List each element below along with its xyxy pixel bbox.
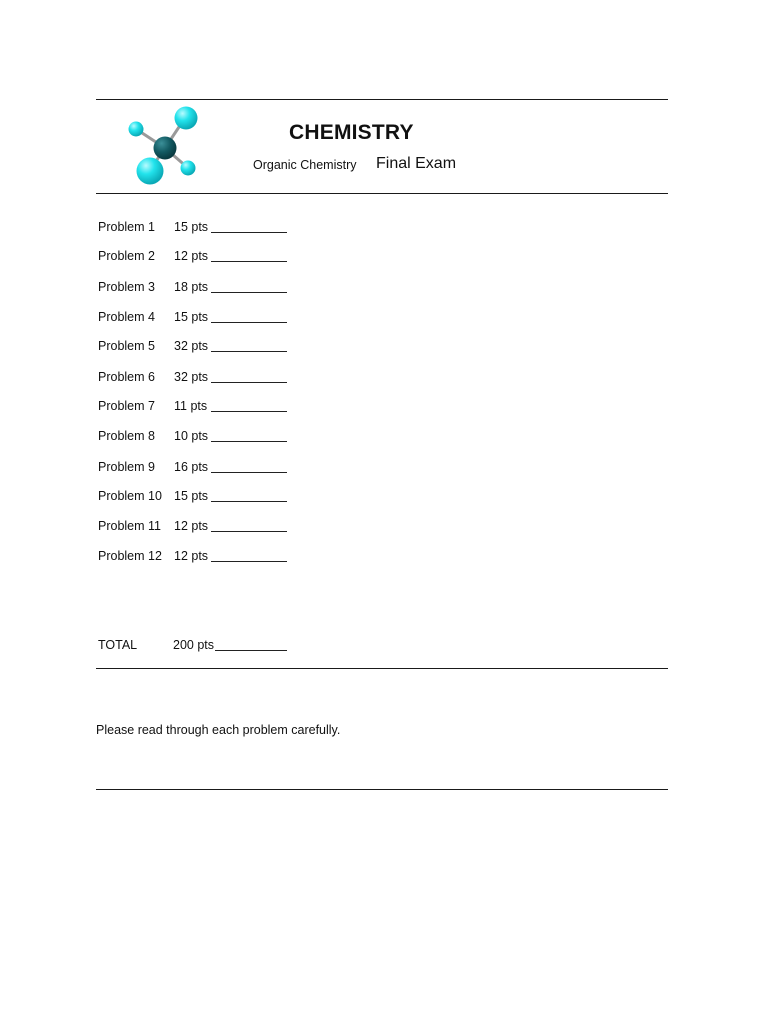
score-blank[interactable] — [211, 261, 287, 262]
problem-label: Problem 11 — [98, 519, 161, 533]
total-score-blank[interactable] — [215, 650, 287, 651]
problem-label: Problem 10 — [98, 489, 162, 503]
score-blank[interactable] — [211, 292, 287, 293]
total-label: TOTAL — [98, 638, 138, 652]
problem-points: 32 pts — [174, 339, 209, 353]
problem-label: Problem 8 — [98, 429, 155, 443]
score-blank[interactable] — [211, 561, 287, 562]
score-blank[interactable] — [211, 382, 287, 383]
problem-points: 10 pts — [174, 429, 209, 443]
score-blank[interactable] — [211, 531, 287, 532]
problem-label: Problem 5 — [98, 339, 155, 353]
score-blank[interactable] — [211, 232, 287, 233]
score-blank[interactable] — [211, 322, 287, 323]
page-title: CHEMISTRY — [289, 121, 414, 144]
instructions-text: Please read through each problem carefully. — [96, 723, 341, 737]
exam-name: Final Exam — [376, 155, 457, 172]
molecule-icon — [124, 102, 204, 188]
score-blank[interactable] — [211, 411, 287, 412]
problem-points: 15 pts — [174, 489, 209, 503]
score-blank[interactable] — [211, 441, 287, 442]
problem-label: Problem 12 — [98, 549, 162, 563]
problem-label: Problem 2 — [98, 249, 155, 263]
problem-points: 11 pts — [174, 399, 208, 413]
course-name: Organic Chemistry — [253, 158, 357, 172]
problem-points: 12 pts — [174, 549, 209, 563]
problem-label: Problem 7 — [98, 399, 155, 413]
header-bottom-rule — [96, 193, 668, 194]
problem-label: Problem 4 — [98, 310, 155, 324]
problem-points: 12 pts — [174, 519, 209, 533]
header-top-rule — [96, 99, 668, 100]
problem-points: 15 pts — [174, 310, 209, 324]
total-points: 200 pts — [173, 638, 215, 652]
score-blank[interactable] — [211, 472, 287, 473]
problem-points: 15 pts — [174, 220, 209, 234]
total-bottom-rule — [96, 668, 668, 669]
problem-points: 12 pts — [174, 249, 209, 263]
score-blank[interactable] — [211, 501, 287, 502]
problem-points: 18 pts — [174, 280, 209, 294]
score-blank[interactable] — [211, 351, 287, 352]
problem-label: Problem 3 — [98, 280, 155, 294]
problem-label: Problem 1 — [98, 220, 155, 234]
problem-points: 16 pts — [174, 460, 209, 474]
footer-rule — [96, 789, 668, 790]
problem-label: Problem 9 — [98, 460, 155, 474]
problem-points: 32 pts — [174, 370, 209, 384]
problem-label: Problem 6 — [98, 370, 155, 384]
